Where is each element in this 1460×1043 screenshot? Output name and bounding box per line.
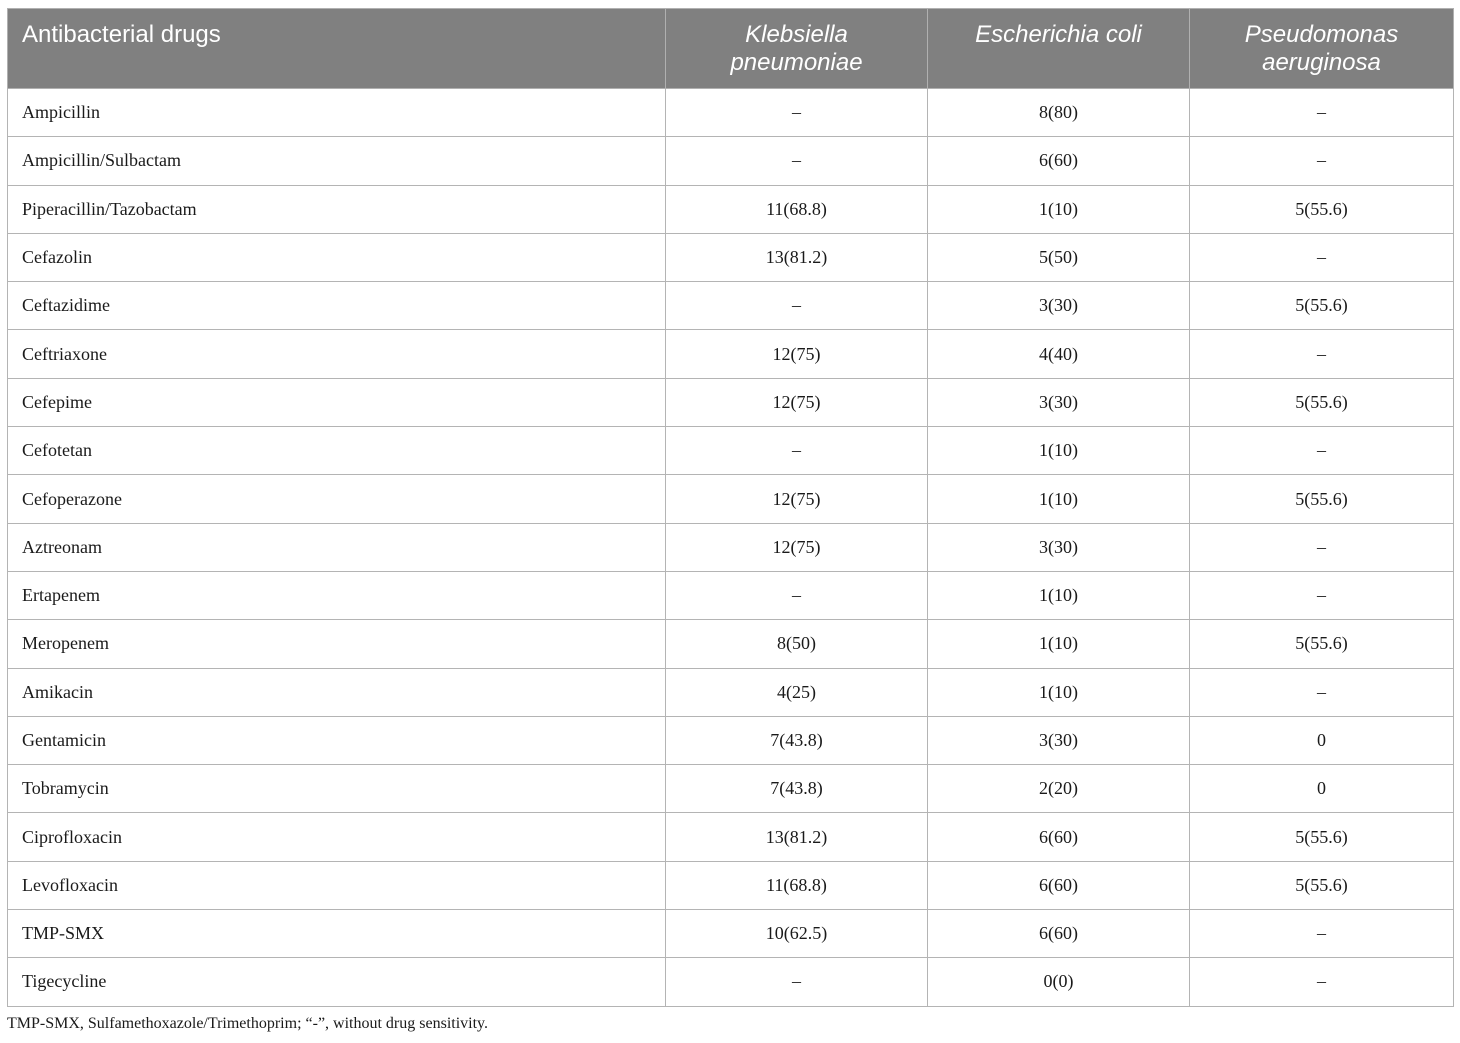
klebsiella-value-cell: 8(50) xyxy=(666,620,928,668)
klebsiella-value-cell: 13(81.2) xyxy=(666,813,928,861)
klebsiella-value-cell: 12(75) xyxy=(666,523,928,571)
klebsiella-value-cell: – xyxy=(666,571,928,619)
ecoli-value-cell: 1(10) xyxy=(928,427,1190,475)
drug-name-cell: Meropenem xyxy=(8,620,666,668)
table-body xyxy=(8,89,1454,1007)
ecoli-value-cell: 1(10) xyxy=(928,185,1190,233)
drug-name-cell: Cefepime xyxy=(8,378,666,426)
table-row xyxy=(8,282,1454,330)
table-row xyxy=(8,330,1454,378)
pseudomonas-value-cell: 0 xyxy=(1190,765,1454,813)
ecoli-value-cell: 3(30) xyxy=(928,378,1190,426)
ecoli-value-cell: 6(60) xyxy=(928,137,1190,185)
table-row xyxy=(8,523,1454,571)
drug-name-cell: TMP-SMX xyxy=(8,910,666,958)
ecoli-value-cell: 1(10) xyxy=(928,475,1190,523)
klebsiella-value-cell: – xyxy=(666,282,928,330)
pseudomonas-value-cell: – xyxy=(1190,427,1454,475)
table-row xyxy=(8,813,1454,861)
pseudomonas-value-cell: – xyxy=(1190,910,1454,958)
klebsiella-value-cell: 12(75) xyxy=(666,475,928,523)
table-row xyxy=(8,861,1454,909)
drug-name-cell: Ceftazidime xyxy=(8,282,666,330)
pseudomonas-value-cell: 5(55.6) xyxy=(1190,620,1454,668)
table-row xyxy=(8,185,1454,233)
drug-name-cell: Cefazolin xyxy=(8,233,666,281)
table-row xyxy=(8,233,1454,281)
header-escherichia-coli: Escherichia coli xyxy=(928,9,1190,89)
drug-name-cell: Cefotetan xyxy=(8,427,666,475)
pseudomonas-value-cell: – xyxy=(1190,668,1454,716)
ecoli-value-cell: 1(10) xyxy=(928,668,1190,716)
pseudomonas-value-cell: 5(55.6) xyxy=(1190,185,1454,233)
table-row xyxy=(8,571,1454,619)
ecoli-value-cell: 4(40) xyxy=(928,330,1190,378)
klebsiella-value-cell: – xyxy=(666,89,928,137)
table-footnote: TMP-SMX, Sulfamethoxazole/Trimethoprim; “-”, without drug sensitivity. xyxy=(7,1015,488,1032)
ecoli-value-cell: 6(60) xyxy=(928,813,1190,861)
ecoli-value-cell: 3(30) xyxy=(928,523,1190,571)
klebsiella-value-cell: 12(75) xyxy=(666,330,928,378)
table-row xyxy=(8,137,1454,185)
klebsiella-value-cell: 7(43.8) xyxy=(666,765,928,813)
table-row xyxy=(8,89,1454,137)
pseudomonas-value-cell: 5(55.6) xyxy=(1190,861,1454,909)
klebsiella-value-cell: 11(68.8) xyxy=(666,185,928,233)
pseudomonas-value-cell: – xyxy=(1190,571,1454,619)
pseudomonas-value-cell: – xyxy=(1190,233,1454,281)
pseudomonas-value-cell: 5(55.6) xyxy=(1190,475,1454,523)
ecoli-value-cell: 3(30) xyxy=(928,282,1190,330)
drug-name-cell: Ceftriaxone xyxy=(8,330,666,378)
ecoli-value-cell: 0(0) xyxy=(928,958,1190,1006)
table-row xyxy=(8,475,1454,523)
drug-name-cell: Ciprofloxacin xyxy=(8,813,666,861)
table-row xyxy=(8,427,1454,475)
klebsiella-value-cell: 4(25) xyxy=(666,668,928,716)
drug-resistance-table xyxy=(7,8,1454,1007)
drug-name-cell: Ertapenem xyxy=(8,571,666,619)
table-row xyxy=(8,716,1454,764)
table-row xyxy=(8,958,1454,1006)
ecoli-value-cell: 3(30) xyxy=(928,716,1190,764)
table-row xyxy=(8,620,1454,668)
ecoli-value-cell: 1(10) xyxy=(928,571,1190,619)
drug-name-cell: Tobramycin xyxy=(8,765,666,813)
ecoli-value-cell: 8(80) xyxy=(928,89,1190,137)
drug-name-cell: Ampicillin/Sulbactam xyxy=(8,137,666,185)
pseudomonas-value-cell: – xyxy=(1190,89,1454,137)
ecoli-value-cell: 2(20) xyxy=(928,765,1190,813)
pseudomonas-value-cell: 5(55.6) xyxy=(1190,813,1454,861)
table-header-row xyxy=(8,9,1454,89)
drug-name-cell: Piperacillin/Tazobactam xyxy=(8,185,666,233)
pseudomonas-value-cell: 5(55.6) xyxy=(1190,282,1454,330)
pseudomonas-value-cell: – xyxy=(1190,523,1454,571)
klebsiella-value-cell: – xyxy=(666,427,928,475)
ecoli-value-cell: 1(10) xyxy=(928,620,1190,668)
klebsiella-value-cell: – xyxy=(666,958,928,1006)
pseudomonas-value-cell: 0 xyxy=(1190,716,1454,764)
header-klebsiella-pneumoniae: Klebsiella pneumoniae xyxy=(666,9,928,89)
klebsiella-value-cell: 13(81.2) xyxy=(666,233,928,281)
ecoli-value-cell: 5(50) xyxy=(928,233,1190,281)
table-row xyxy=(8,378,1454,426)
ecoli-value-cell: 6(60) xyxy=(928,910,1190,958)
pseudomonas-value-cell: – xyxy=(1190,330,1454,378)
drug-name-cell: Aztreonam xyxy=(8,523,666,571)
drug-name-cell: Levofloxacin xyxy=(8,861,666,909)
pseudomonas-value-cell: – xyxy=(1190,958,1454,1006)
table-row xyxy=(8,910,1454,958)
klebsiella-value-cell: 10(62.5) xyxy=(666,910,928,958)
drug-name-cell: Tigecycline xyxy=(8,958,666,1006)
klebsiella-value-cell: 7(43.8) xyxy=(666,716,928,764)
drug-name-cell: Gentamicin xyxy=(8,716,666,764)
drug-name-cell: Cefoperazone xyxy=(8,475,666,523)
resistance-table-container xyxy=(7,8,1453,1007)
drug-name-cell: Ampicillin xyxy=(8,89,666,137)
klebsiella-value-cell: 12(75) xyxy=(666,378,928,426)
table-row xyxy=(8,668,1454,716)
header-pseudomonas-aeruginosa: Pseudomonas aeruginosa xyxy=(1190,9,1454,89)
pseudomonas-value-cell: 5(55.6) xyxy=(1190,378,1454,426)
drug-name-cell: Amikacin xyxy=(8,668,666,716)
klebsiella-value-cell: 11(68.8) xyxy=(666,861,928,909)
header-antibacterial-drugs: Antibacterial drugs xyxy=(8,9,666,89)
klebsiella-value-cell: – xyxy=(666,137,928,185)
pseudomonas-value-cell: – xyxy=(1190,137,1454,185)
ecoli-value-cell: 6(60) xyxy=(928,861,1190,909)
table-row xyxy=(8,765,1454,813)
